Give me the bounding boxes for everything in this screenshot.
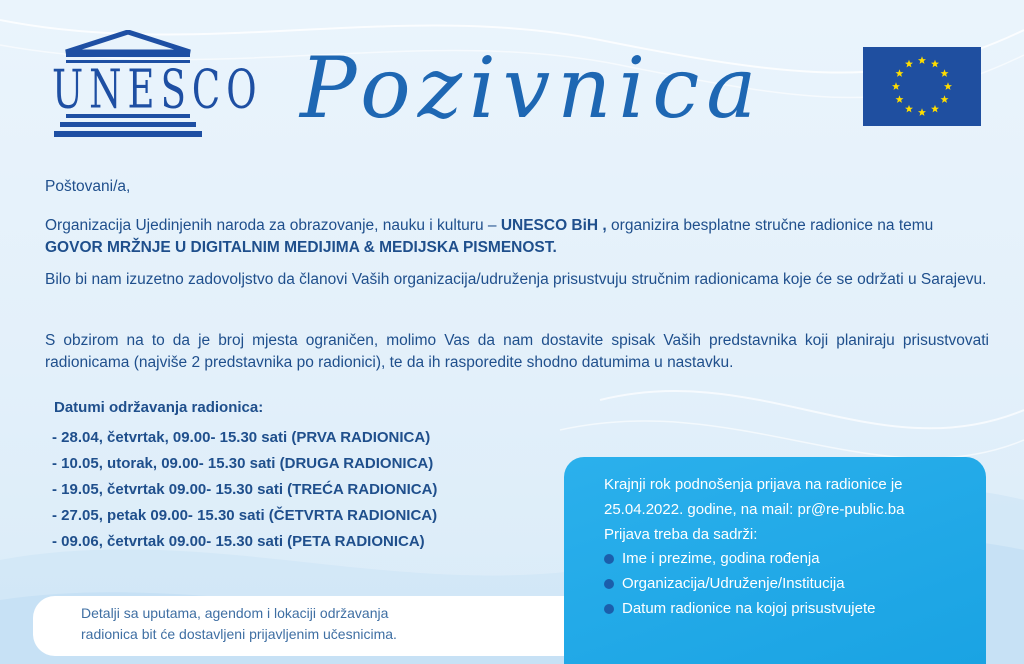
star-icon (905, 105, 913, 113)
note-line: radionica bit će dostavljeni prijavljenim učesnicima. (81, 626, 397, 642)
note-line: Detalji sa uputama, agendom i lokaciji održavanja (81, 605, 389, 621)
intro-text-mid: organizira besplatne stručne radionice na temu (606, 217, 934, 234)
bullet-icon (604, 604, 614, 614)
date-item: - 19.05, četvrtak 09.00- 15.30 sati (TREĆA RADIONICA) (52, 481, 438, 498)
star-icon (918, 56, 926, 64)
date-item: - 10.05, utorak, 09.00- 15.30 sati (DRUGA RADIONICA) (52, 455, 434, 472)
unesco-logo (52, 30, 263, 142)
eu-flag-icon (863, 47, 981, 126)
star-icon (931, 105, 939, 113)
star-icon (905, 60, 913, 68)
star-icon (918, 108, 926, 116)
dates-heading: Datumi održavanja radionica: (54, 399, 264, 416)
star-icon (941, 95, 949, 103)
requirement-label: Organizacija/Udruženje/Institucija (622, 575, 845, 592)
deadline-box (564, 457, 986, 664)
dates-list (52, 427, 437, 557)
date-item: - 09.06, četvrtak 09.00- 15.30 sati (PETA RADIONICA) (52, 533, 425, 550)
unesco-wordmark: UNESCO (52, 58, 263, 121)
requirement-item (604, 546, 875, 571)
date-item: - 28.04, četvrtak, 09.00- 15.30 sati (PRVA RADIONICA) (52, 429, 431, 446)
deadline-line: 25.04.2022. godine, na mail: pr@re-public.ba (604, 501, 905, 518)
organizer-name: UNESCO BiH , (500, 217, 607, 234)
star-icon (931, 60, 939, 68)
star-icon (944, 82, 952, 90)
requirement-item (604, 596, 875, 621)
intro-text: Organizacija Ujedinjenih naroda za obrazovanje, nauku i kulturu – (45, 217, 501, 234)
requirement-label: Datum radionice na kojoj prisustvujete (622, 600, 876, 617)
requirement-item (604, 571, 875, 596)
details-note-box (33, 596, 593, 656)
location-paragraph: Bilo bi nam izuzetno zadovoljstvo da članovi Vaših organizacija/udruženja prisustvuju stručnim radionicama koje će se održati u Sarajevu. (45, 271, 987, 288)
deadline-line: Krajnji rok podnošenja prijava na radionice je (604, 476, 903, 493)
greeting: Poštovani/a, (45, 178, 131, 195)
request-paragraph: S obzirom na to da je broj mjesta ograničen, molimo Vas da nam dostavite spisak Vaših predstavnika koji planiraju prisustvovati radionicama (najviše 2 predstavnika po radionici), te da ih rasporedite shodno datumima u nastavku. (45, 332, 989, 371)
requirements-heading: Prijava treba da sadrži: (604, 526, 758, 543)
star-icon (941, 69, 949, 77)
date-item: - 27.05, petak 09.00- 15.30 sati (ČETVRTA RADIONICA) (52, 507, 438, 524)
deadline-text (604, 472, 964, 547)
bullet-icon (604, 554, 614, 564)
star-icon (895, 95, 903, 103)
requirement-label: Ime i prezime, godina rođenja (622, 550, 820, 567)
workshop-topic: GOVOR MRŽNJE U DIGITALNIM MEDIJIMA & MEDIJSKA PISMENOST. (45, 239, 557, 256)
page-title: Pozivnica (300, 39, 764, 137)
bullet-icon (604, 579, 614, 589)
star-icon (892, 82, 900, 90)
star-icon (895, 69, 903, 77)
requirements-list (604, 546, 875, 621)
details-note (81, 603, 397, 645)
intro-paragraph (45, 215, 989, 259)
